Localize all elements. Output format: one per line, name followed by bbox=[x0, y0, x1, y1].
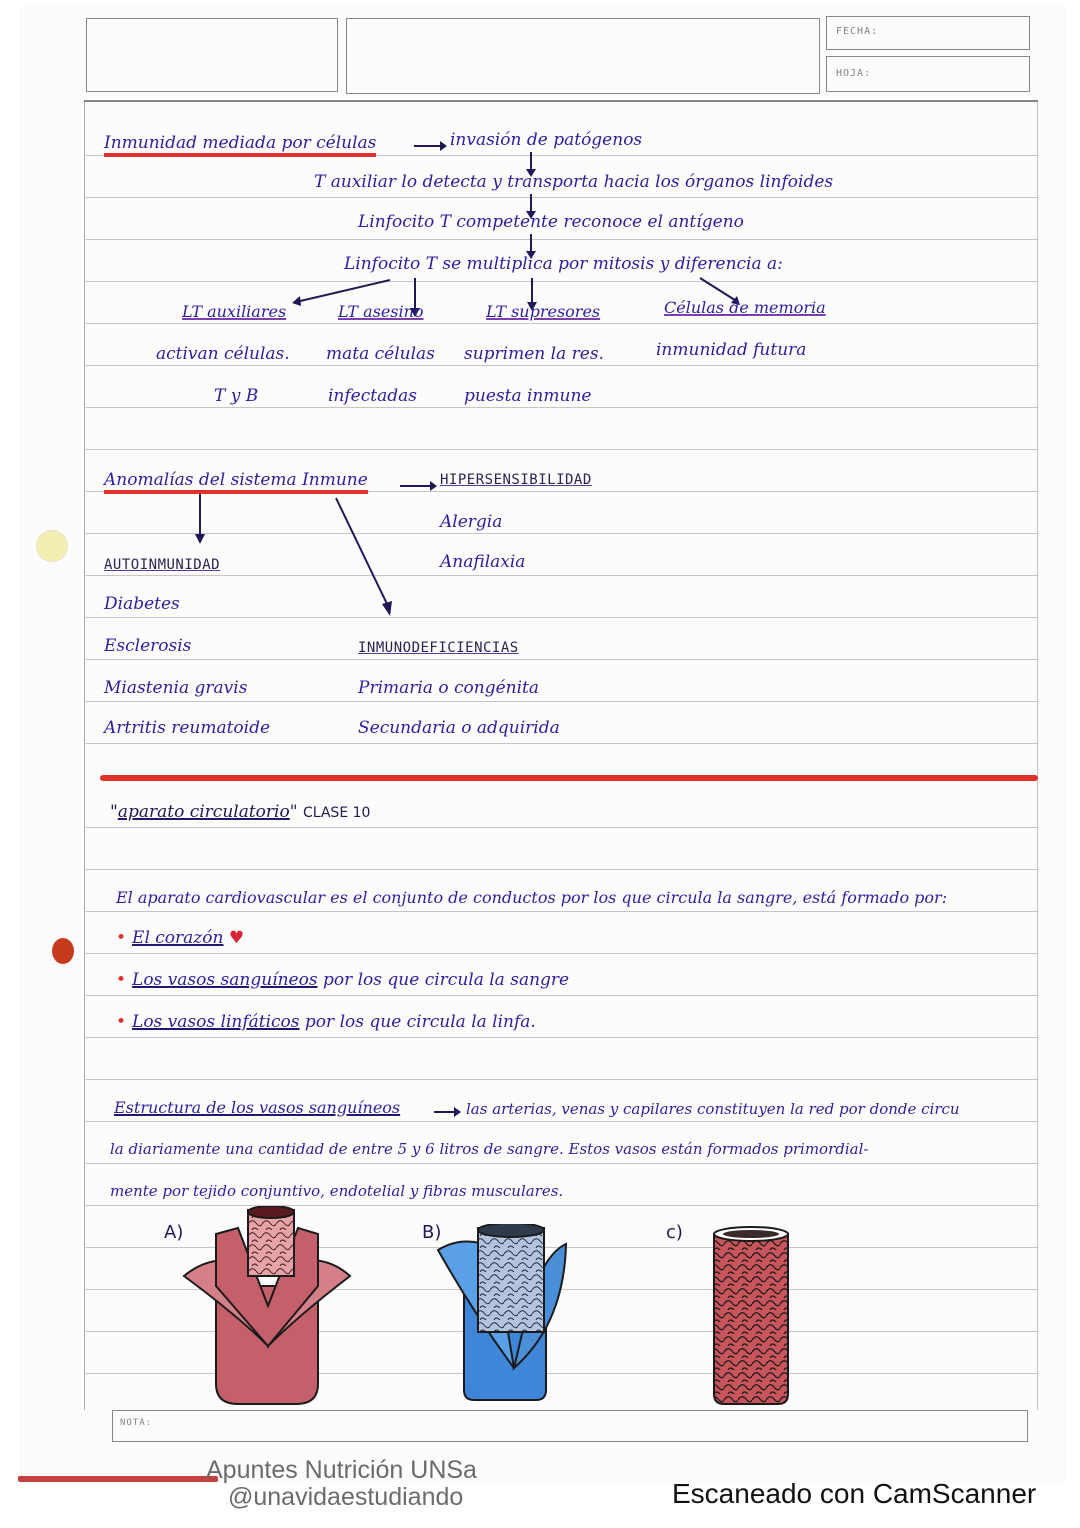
vein-illustration bbox=[434, 1224, 594, 1404]
camscanner-label: Escaneado con CamScanner bbox=[672, 1478, 1037, 1509]
circulatory-intro: El aparato cardiovascular es el conjunto de conductos por los que circula la sangre, está formado por: bbox=[116, 888, 948, 907]
header-box-center bbox=[346, 18, 820, 94]
cell-type-3-name: Células de memoria bbox=[664, 298, 826, 317]
immunodeficiency-item-1: Secundaria o adquirida bbox=[358, 718, 560, 738]
cell-type-0-name: LT auxiliares bbox=[182, 302, 287, 321]
flow-step-2: T auxiliar lo detecta y transporta hacia los órganos linfoides bbox=[314, 172, 834, 192]
figure-b-label: B) bbox=[422, 1222, 442, 1243]
cell-type-1-name: LT asesino bbox=[338, 302, 424, 321]
cell-type-2-desc2: puesta inmune bbox=[464, 386, 592, 406]
capillary-illustration bbox=[710, 1226, 794, 1410]
circulatory-title: aparato circulatorio bbox=[117, 802, 290, 822]
cell-type-3-desc: inmunidad futura bbox=[656, 340, 807, 360]
immunity-title: Inmunidad mediada por células bbox=[104, 133, 376, 157]
vessels-line-1: las arterias, venas y capilares constituyen la red por donde circu bbox=[466, 1100, 960, 1118]
arrow-right-icon bbox=[432, 1106, 462, 1118]
arrows-anomalies-icon bbox=[190, 492, 400, 622]
watermark-line-2: @unavidaestudiando bbox=[228, 1483, 464, 1511]
page-bottom-edge bbox=[18, 1476, 218, 1482]
bullet-icon: • bbox=[116, 1012, 127, 1032]
heart-icon: ♥ bbox=[228, 928, 245, 948]
flow-step-1: invasión de patógenos bbox=[450, 130, 643, 150]
right-margin-line bbox=[1037, 100, 1038, 1410]
cell-type-1-desc: mata células bbox=[326, 344, 435, 364]
artery-illustration bbox=[178, 1206, 358, 1406]
nota-label: NOTA: bbox=[120, 1418, 153, 1428]
autoimmunity-item-3: Artritis reumatoide bbox=[104, 718, 271, 738]
bullet-icon: • bbox=[116, 928, 127, 948]
cell-type-0-desc: activan células. bbox=[156, 344, 290, 364]
cell-type-2-name: LT supresores bbox=[486, 302, 601, 321]
watermark-line-1: Apuntes Nutrición UNSa bbox=[206, 1456, 477, 1484]
hoja-label: HOJA: bbox=[836, 68, 872, 79]
nota-box bbox=[112, 1410, 1028, 1442]
flow-step-3: Linfocito T competente reconoce el antígeno bbox=[358, 212, 744, 232]
figure-c-label: c) bbox=[666, 1222, 683, 1243]
vessels-line-3: mente por tejido conjuntivo, endotelial y fibras musculares. bbox=[110, 1182, 564, 1200]
vessels-line-2: la diariamente una cantidad de entre 5 y 6 litros de sangre. Estos vasos están formados primordial- bbox=[110, 1140, 869, 1158]
bullet-icon: • bbox=[116, 970, 127, 990]
binder-hole-yellow bbox=[36, 530, 68, 562]
immunodeficiency-item-0: Primaria o congénita bbox=[358, 678, 539, 698]
hypersensitivity-item-1: Anafilaxia bbox=[440, 552, 526, 572]
fecha-label: FECHA: bbox=[836, 26, 879, 37]
arrow-right-icon bbox=[412, 140, 448, 152]
hypersensitivity-item-0: Alergia bbox=[440, 512, 503, 532]
class-label: CLASE 10 bbox=[302, 805, 371, 821]
vessels-title: Estructura de los vasos sanguíneos bbox=[114, 1098, 401, 1117]
anomalies-title: Anomalías del sistema Inmune bbox=[104, 470, 368, 494]
autoimmunity-item-2: Miastenia gravis bbox=[104, 678, 248, 698]
binder-hole-red bbox=[52, 938, 74, 964]
section-divider bbox=[100, 775, 1038, 781]
cell-type-2-desc: suprimen la res. bbox=[464, 344, 604, 364]
autoimmunity-heading: AUTOINMUNIDAD bbox=[104, 557, 221, 573]
autoimmunity-item-0: Diabetes bbox=[104, 594, 180, 614]
bullet-item-2: • Los vasos linfáticos por los que circula la linfa. bbox=[116, 1012, 536, 1032]
margin-line bbox=[84, 100, 85, 1410]
figure-a-label: A) bbox=[164, 1222, 184, 1243]
cell-type-0-desc2: T y B bbox=[214, 386, 259, 406]
header-box-left bbox=[86, 18, 338, 92]
bullet-item-0: • El corazón ♥ bbox=[116, 928, 245, 948]
circulatory-heading: "aparato circulatorio" CLASE 10 bbox=[110, 802, 371, 822]
hypersensitivity-heading: HIPERSENSIBILIDAD bbox=[440, 472, 592, 488]
immunodeficiencies-heading: INMUNODEFICIENCIAS bbox=[358, 640, 519, 656]
arrow-right-icon bbox=[398, 480, 438, 492]
bullet-item-1: • Los vasos sanguíneos por los que circula la sangre bbox=[116, 970, 570, 990]
autoimmunity-item-1: Esclerosis bbox=[104, 636, 192, 656]
cell-type-1-desc2: infectadas bbox=[328, 386, 417, 406]
flow-step-4: Linfocito T se multiplica por mitosis y diferencia a: bbox=[344, 254, 783, 274]
